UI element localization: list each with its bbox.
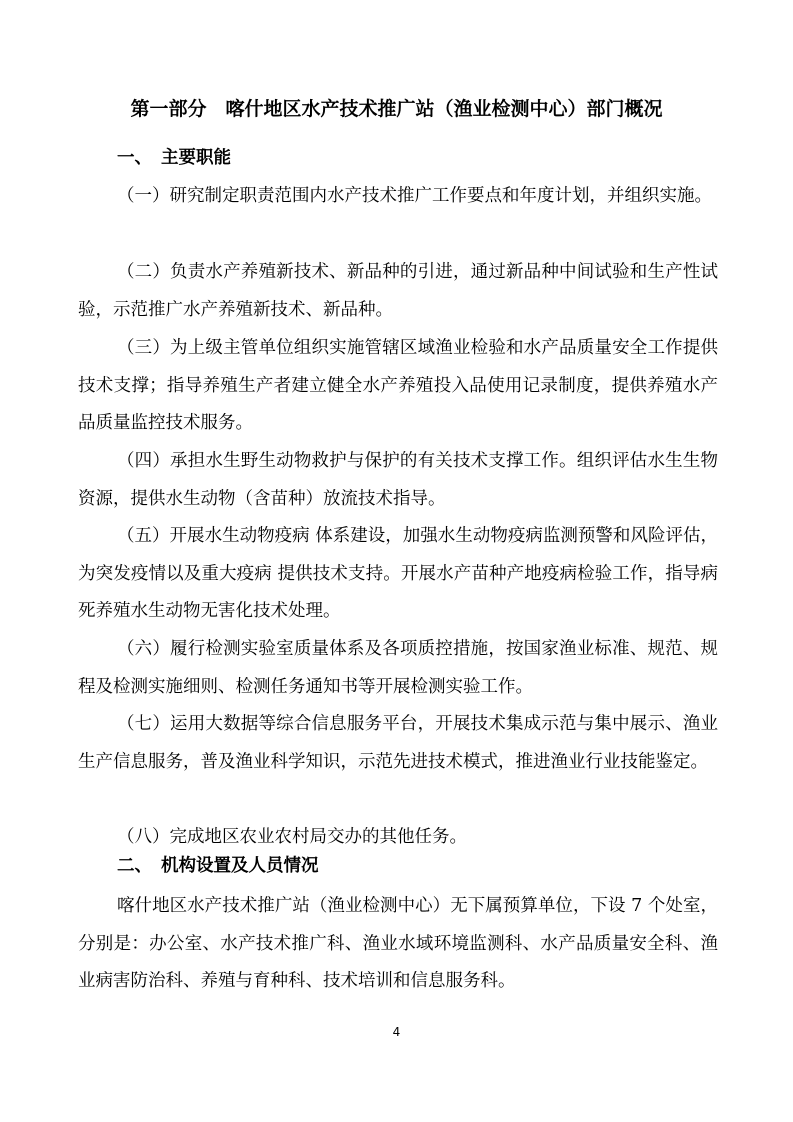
paragraph-function-7: （七）运用大数据等综合信息服务平台，开展技术集成示范与集中展示、渔业生产信息服务，普及渔业科学知识，示范先进技术模式，推进渔业行业技能鉴定。 xyxy=(78,714,718,772)
section-heading-text: 主要职能 xyxy=(161,148,231,168)
document-title: 第一部分 喀什地区水产技术推广站（渔业检测中心）部门概况 xyxy=(130,98,663,120)
section-number: 二、 xyxy=(117,856,152,876)
page-number: 4 xyxy=(392,1025,401,1039)
paragraph-function-5: （五）开展水生动物疫病 体系建设，加强水生动物疫病监测预警和风险评估，为突发疫情以及重大疫病 提供技术支持。开展水产苗种产地疫病检验工作，指导病死养殖水生动物无害化技术处理。 xyxy=(78,526,718,621)
section-number: 一、 xyxy=(117,148,152,168)
section-heading-text: 机构设置及人员情况 xyxy=(161,856,319,876)
paragraph-function-2: （二）负责水产养殖新技术、新品种的引进，通过新品种中间试验和生产性试验，示范推广水产养殖新技术、新品种。 xyxy=(78,262,718,320)
paragraph-function-1: （一）研究制定职责范围内水产技术推广工作要点和年度计划，并组织实施。 xyxy=(117,186,712,206)
paragraph-function-3: （三）为上级主管单位组织实施管辖区域渔业检验和水产品质量安全工作提供技术支撑；指导养殖生产者建立健全水产养殖投入品使用记录制度，提供养殖水产品质量监控技术服务。 xyxy=(78,338,718,433)
paragraph-function-4: （四）承担水生野生动物救护与保护的有关技术支撑工作。组织评估水生生物资源，提供水生动物（含苗种）放流技术指导。 xyxy=(78,451,718,509)
paragraph-function-6: （六）履行检测实验室质量体系及各项质控措施，按国家渔业标准、规范、规程及检测实施细则、检测任务通知书等开展检测实验工作。 xyxy=(78,639,718,697)
paragraph-organization: 喀什地区水产技术推广站（渔业检测中心）无下属预算单位，下设 7 个处室，分别是：办公室、水产技术推广科、渔业水域环境监测科、水产品质量安全科、渔业病害防治科、养殖与育种科、技术培训和信息服务科。 xyxy=(78,896,718,991)
section-heading-organization xyxy=(117,851,319,881)
section-heading-functions xyxy=(117,143,231,173)
paragraph-function-8: （八）完成地区农业农村局交办的其他任务。 xyxy=(117,827,467,847)
